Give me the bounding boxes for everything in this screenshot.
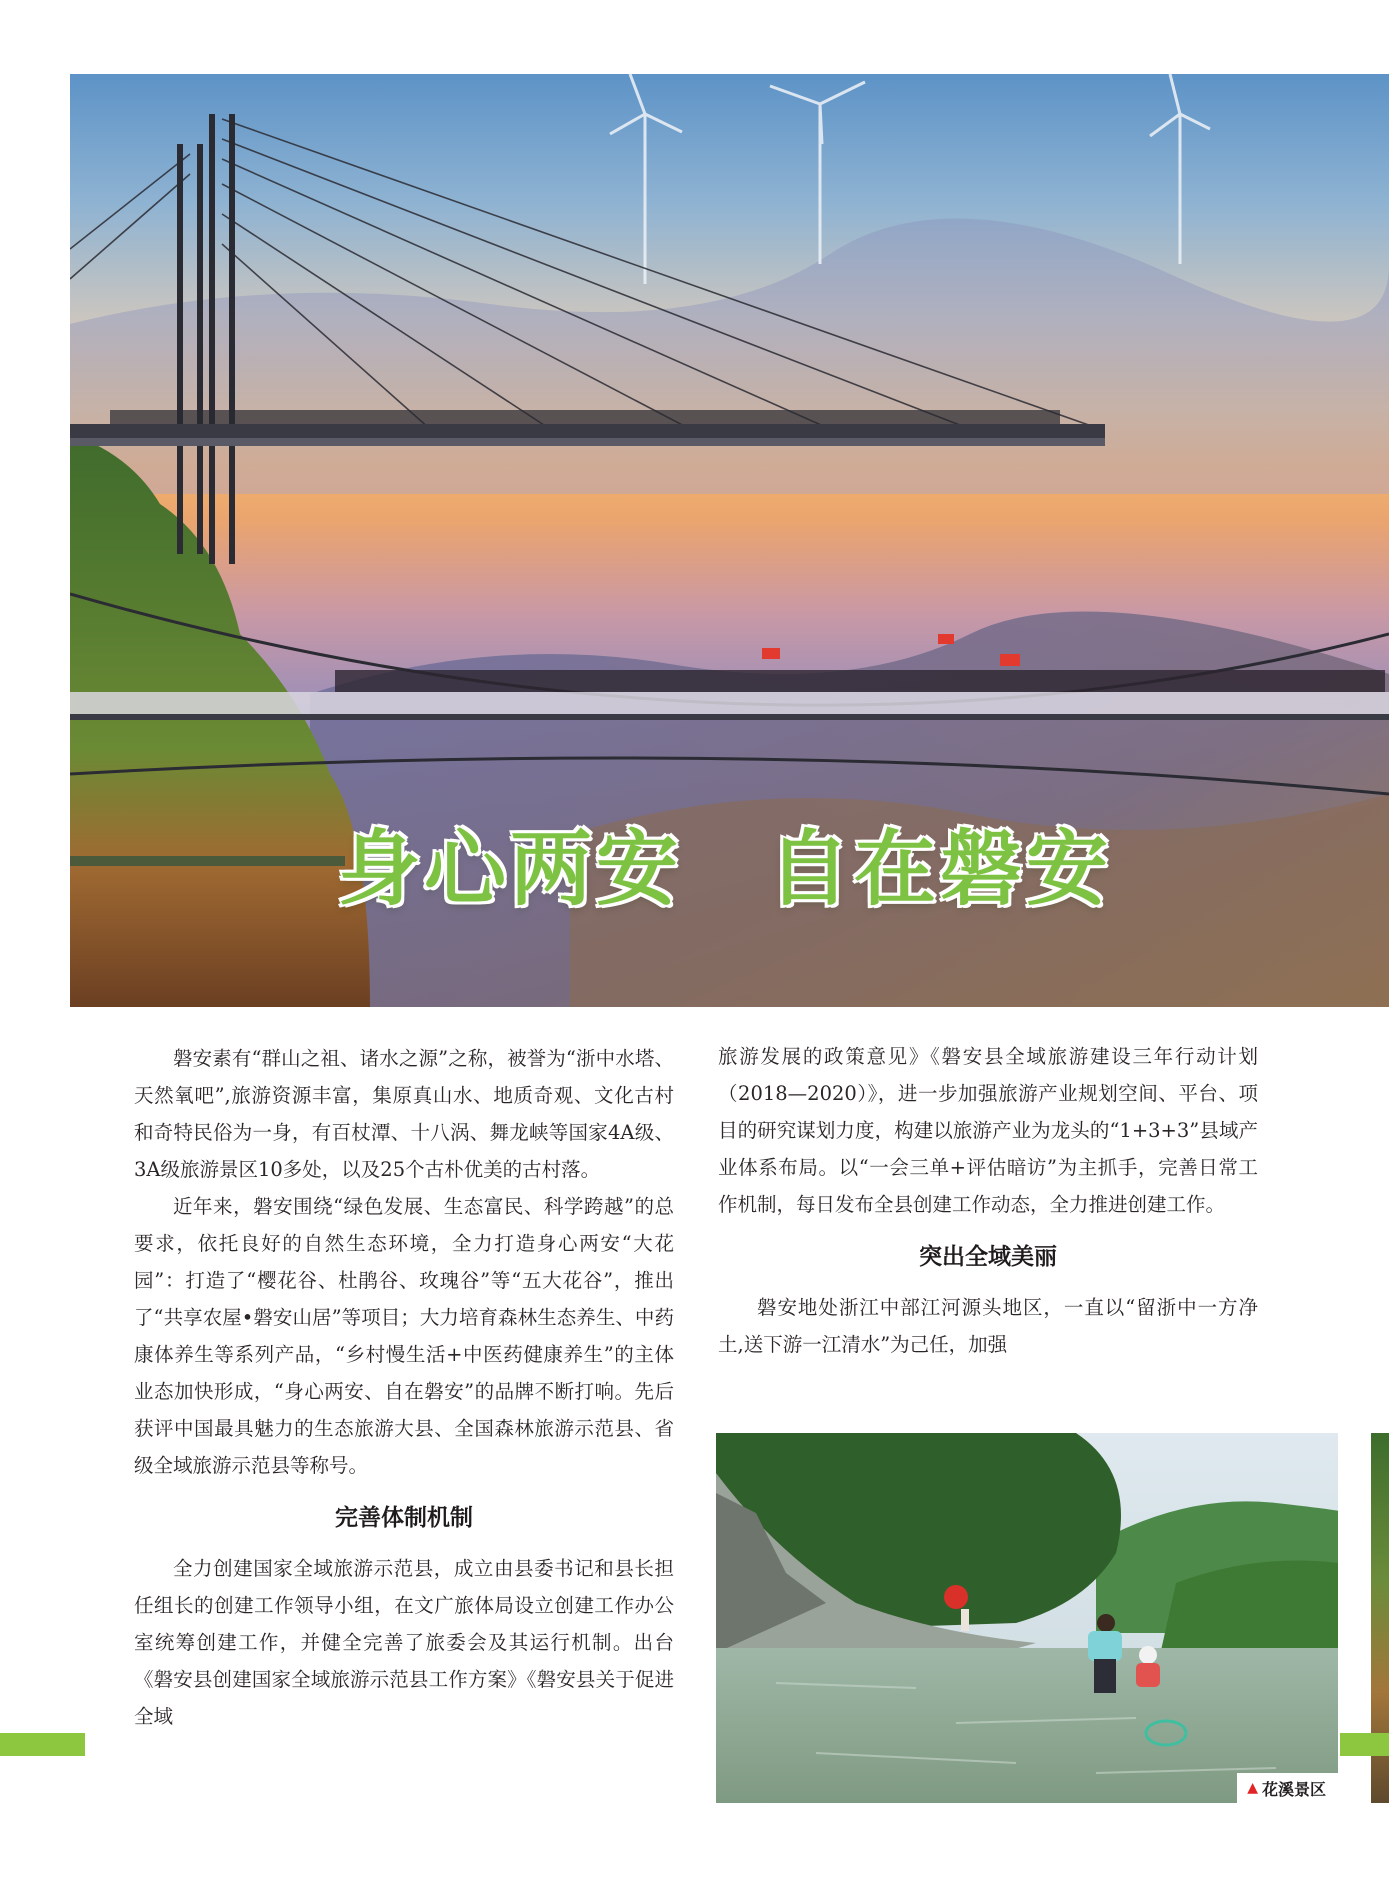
hero-image — [70, 74, 1389, 1007]
section-heading-beauty: 突出全域美丽 — [919, 1244, 1057, 1270]
article-paragraph-continued: 旅游发展的政策意见》《磐安县全域旅游建设三年行动计划（2018—2020）》，进一步加强旅游产业规划空间、平台、项目的研究谋划力度，构建以旅游产业为龙头的“1+3+3”县域产业体系布局。以“一会三单+评估暗访”为主抓手，完善日常工作机制，每日发布全县创建工作动态，全力推进创建工作。 — [718, 1045, 1258, 1216]
article-paragraph: 磐安素有“群山之祖、诸水之源”之称，被誉为“浙中水塔、天然氧吧”,旅游资源丰富，集原真山水、地质奇观、文化古村和奇特民俗为一身，有百杖潭、十八涡、舞龙峡等国家4A级、3A级旅游景区10多处，以及25个古朴优美的古村落。 — [134, 1047, 674, 1181]
article-right-column — [718, 1038, 1258, 1363]
caption-text: 花溪景区 — [1261, 1779, 1326, 1799]
accent-bar-right — [1340, 1733, 1389, 1756]
article-paragraph: 磐安地处浙江中部江河源头地区，一直以“留浙中一方净土,送下游一江清水”为己任，加强 — [718, 1296, 1258, 1356]
section-heading-system: 完善体制机制 — [335, 1505, 473, 1531]
article-paragraph: 近年来，磐安围绕“绿色发展、生态富民、科学跨越”的总要求，依托良好的自然生态环境，全力打造身心两安“大花园”：打造了“樱花谷、杜鹃谷、玫瑰谷”等“五大花谷”，推出了“共享农屋•磐安山居”等项目；大力培育森林生态养生、中药康体养生等系列产品，“乡村慢生活+中医药健康养生”的主体业态加快形成，“身心两安、自在磐安”的品牌不断打响。先后获评中国最具魅力的生态旅游大县、全国森林旅游示范县、省级全域旅游示范县等称号。 — [134, 1195, 674, 1477]
caption-triangle-icon: ▲ — [1247, 1780, 1258, 1796]
article-left-column — [134, 1040, 674, 1735]
article-paragraph: 全力创建国家全域旅游示范县，成立由县委书记和县长担任组长的创建工作领导小组，在文广旅体局设立创建工作办公室统筹创建工作，并健全完善了旅委会及其运行机制。出台《磐安县创建国家全域旅游示范县工作方案》《磐安县关于促进全域 — [134, 1557, 674, 1728]
hero-title: 身心两安 自在磐安 — [338, 822, 1113, 917]
accent-bar-left — [0, 1733, 85, 1756]
photo-scene — [716, 1433, 1338, 1803]
huaxi-scenic-photo — [716, 1433, 1338, 1803]
photo-caption — [1237, 1773, 1338, 1803]
